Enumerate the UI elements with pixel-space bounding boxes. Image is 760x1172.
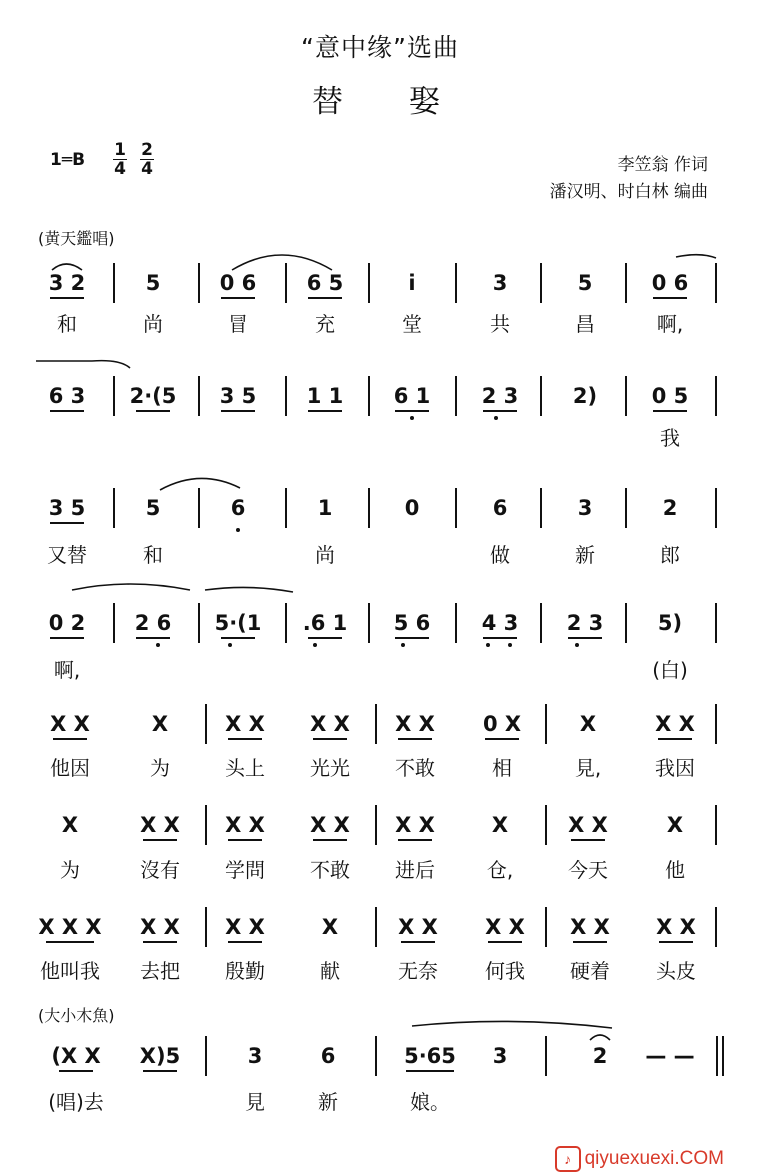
note-group: X X <box>395 813 435 837</box>
note-group: — — <box>645 1044 695 1068</box>
note-group: 1 1 <box>306 384 344 408</box>
note-group: i <box>408 271 416 295</box>
key-signature: 1═B <box>50 150 86 170</box>
lyric: 不敢 <box>310 858 350 882</box>
note-group: X <box>579 712 597 736</box>
lyric: 光光 <box>310 756 350 780</box>
lyric: 啊, <box>53 658 81 682</box>
lyric: 不敢 <box>395 756 435 780</box>
note-group: 5 6 <box>393 611 431 635</box>
note-group: (X X <box>51 1044 101 1068</box>
slur-arc <box>205 587 293 592</box>
note-group: X <box>151 712 169 736</box>
note-group: X X <box>310 712 350 736</box>
note-group: 5 <box>145 496 161 520</box>
lyric: 新 <box>575 543 595 567</box>
note-group: X X X <box>38 915 102 939</box>
lyric: 做 <box>490 543 510 567</box>
lyric: 仓, <box>486 858 514 882</box>
slur-arc <box>676 255 716 258</box>
note-group: X <box>321 915 339 939</box>
lyric: 相 <box>492 756 512 780</box>
note-group: 6 5 <box>306 271 344 295</box>
note-group: X)5 <box>139 1044 181 1068</box>
note-group: 6 <box>492 496 508 520</box>
note-group: X X <box>225 813 265 837</box>
note-group: X X <box>140 915 180 939</box>
lyric: 尚 <box>315 543 335 567</box>
music-note-icon: ♪ <box>555 1146 581 1172</box>
lyric: 和 <box>57 312 77 336</box>
note-group: .6 1 <box>302 611 348 635</box>
lyric: 为 <box>150 756 170 780</box>
note-group: X X <box>656 915 696 939</box>
arranger-credit: 潘汉明、时白林 编曲 <box>549 182 708 202</box>
note-group: 2·(5 <box>129 384 177 408</box>
lyric: 又替 <box>47 543 87 567</box>
note-group: 0 X <box>482 712 522 736</box>
lyric: 見, <box>574 756 602 780</box>
watermark: ♪ qiyuexuexi.COM <box>555 1146 724 1172</box>
lyric: 他 <box>665 858 685 882</box>
lyric: 尚 <box>143 312 163 336</box>
note-group: 0 6 <box>651 271 689 295</box>
note-group: 2 <box>592 1044 608 1068</box>
lyric: 充 <box>315 312 335 336</box>
note-group: 5 <box>577 271 593 295</box>
lyric: 新 <box>318 1090 338 1114</box>
note-group: X <box>61 813 79 837</box>
note-group: 0 5 <box>651 384 689 408</box>
lyric: 殷勤 <box>225 959 265 983</box>
note-group: 5 <box>145 271 161 295</box>
note-group: X X <box>50 712 90 736</box>
lyric: 他叫我 <box>40 959 100 983</box>
lyric: 去把 <box>140 959 180 983</box>
note-group: 3 5 <box>219 384 257 408</box>
lyric: 进后 <box>395 858 435 882</box>
lyric: 何我 <box>485 959 525 983</box>
lyric: 学問 <box>225 858 265 882</box>
note-group: 6 <box>230 496 246 520</box>
note-group: X X <box>395 712 435 736</box>
lyric: 昌 <box>575 312 595 336</box>
lyric: 今天 <box>568 858 608 882</box>
slur-arc <box>72 584 190 590</box>
note-group: X X <box>225 915 265 939</box>
note-group: 3 5 <box>48 496 86 520</box>
lyric: (唱)去 <box>48 1090 104 1114</box>
lyric: 冒 <box>228 312 248 336</box>
note-group: 2 3 <box>566 611 604 635</box>
lyric: 和 <box>143 543 163 567</box>
lyric: 硬着 <box>570 959 610 983</box>
lyric: 为 <box>60 858 80 882</box>
percussion-note: (大小木魚) <box>38 1006 115 1025</box>
note-group: 6 1 <box>393 384 431 408</box>
note-group: 3 <box>247 1044 263 1068</box>
lyric: 他因 <box>50 756 90 780</box>
slur-arc <box>232 255 332 270</box>
lyric: 头皮 <box>656 959 696 983</box>
time-signature-2: 2 4 <box>141 140 153 179</box>
time-signature-1: 1 4 <box>114 140 126 179</box>
note-group: 5·(1 <box>214 611 262 635</box>
lyric: 堂 <box>402 312 422 336</box>
note-group: X X <box>310 813 350 837</box>
note-group: 5·65 <box>404 1044 456 1068</box>
note-group: 2 6 <box>134 611 172 635</box>
slur-arc <box>412 1021 612 1028</box>
note-group: X X <box>655 712 695 736</box>
lyric: 头上 <box>225 756 265 780</box>
lyric: 我因 <box>655 756 695 780</box>
fermata <box>590 1035 610 1040</box>
lyric: 見 <box>245 1090 265 1114</box>
lyric: 献 <box>320 959 340 983</box>
note-group: 5) <box>657 611 683 635</box>
subtitle: “意中缘”选曲 <box>301 33 459 62</box>
note-group: 6 3 <box>48 384 86 408</box>
page-title: 替 娶 <box>312 84 468 120</box>
lyric: (白) <box>652 658 688 682</box>
note-group: X X <box>398 915 438 939</box>
lyric: 娘。 <box>410 1090 450 1114</box>
lyric: 共 <box>490 312 510 336</box>
note-group: 2 3 <box>481 384 519 408</box>
note-group: 3 2 <box>48 271 86 295</box>
note-group: 6 <box>320 1044 336 1068</box>
lyric: 我 <box>660 426 680 450</box>
note-group: X <box>491 813 509 837</box>
slur-arc <box>160 478 240 490</box>
note-group: 1 <box>317 496 333 520</box>
note-group: X <box>666 813 684 837</box>
note-group: 0 6 <box>219 271 257 295</box>
note-group: 3 <box>492 1044 508 1068</box>
slur-arc <box>52 264 82 270</box>
singer-note: (黄天鑑唱) <box>38 229 115 248</box>
lyric: 啊, <box>656 312 684 336</box>
note-group: 2) <box>572 384 598 408</box>
lyric: 无奈 <box>398 959 438 983</box>
note-group: 3 <box>577 496 593 520</box>
note-group: X X <box>570 915 610 939</box>
note-group: X X <box>140 813 180 837</box>
note-group: 3 <box>492 271 508 295</box>
note-group: X X <box>568 813 608 837</box>
note-group: 4 3 <box>481 611 519 635</box>
note-group: X X <box>485 915 525 939</box>
note-group: 0 <box>404 496 420 520</box>
note-group: 0 2 <box>48 611 86 635</box>
lyric: 沒有 <box>140 858 180 882</box>
lyric: 郎 <box>660 543 680 567</box>
note-group: X X <box>225 712 265 736</box>
slur-arc <box>36 361 130 368</box>
lyricist-credit: 李笠翁 作词 <box>617 155 708 175</box>
note-group: 2 <box>662 496 678 520</box>
